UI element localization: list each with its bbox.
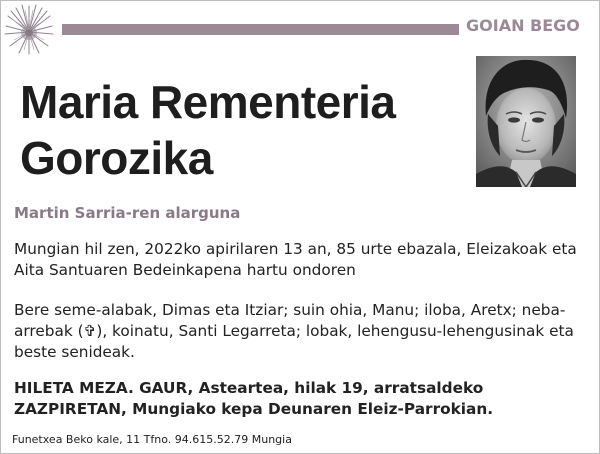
family-text-part-2: ), koinatu, Santi Legarreta; lobak, lehengusu-lehengusinak eta beste senideak. xyxy=(14,322,574,361)
section-title: GOIAN BEGO xyxy=(466,16,580,35)
family-list xyxy=(14,300,580,363)
funeral-home-info: Funetxea Beko kale, 11 Tfno. 94.615.52.79 Mungia xyxy=(12,433,292,446)
deceased-name xyxy=(20,74,470,186)
header-rule xyxy=(62,24,459,35)
name-line-1: Maria Rementeria xyxy=(20,76,396,128)
death-notice: Mungian hil zen, 2022ko apirilaren 13 an, 85 urte ebazala, Eleizakoak eta Aita Santuaren Bedeinkapena hartu ondoren xyxy=(14,240,577,279)
widow-of: Martin Sarria-ren alarguna xyxy=(14,204,241,222)
portrait-photo xyxy=(476,56,576,187)
family-text-part-1: Bere seme-alabak, Dimas eta Itziar; suin ohia, Manu; iloba, Aretx; neba-arrebak ( xyxy=(14,301,566,340)
name-line-2: Gorozika xyxy=(20,132,213,184)
ceremony-notice: HILETA MEZA. GAUR, Asteartea, hilak 19, arratsaldeko ZAZPIRETAN, Mungiako kepa Deunaren Eleiz-Parrokian. xyxy=(14,379,494,418)
cross-icon: ✞ xyxy=(83,322,97,340)
thistle-flower-icon xyxy=(2,2,56,56)
